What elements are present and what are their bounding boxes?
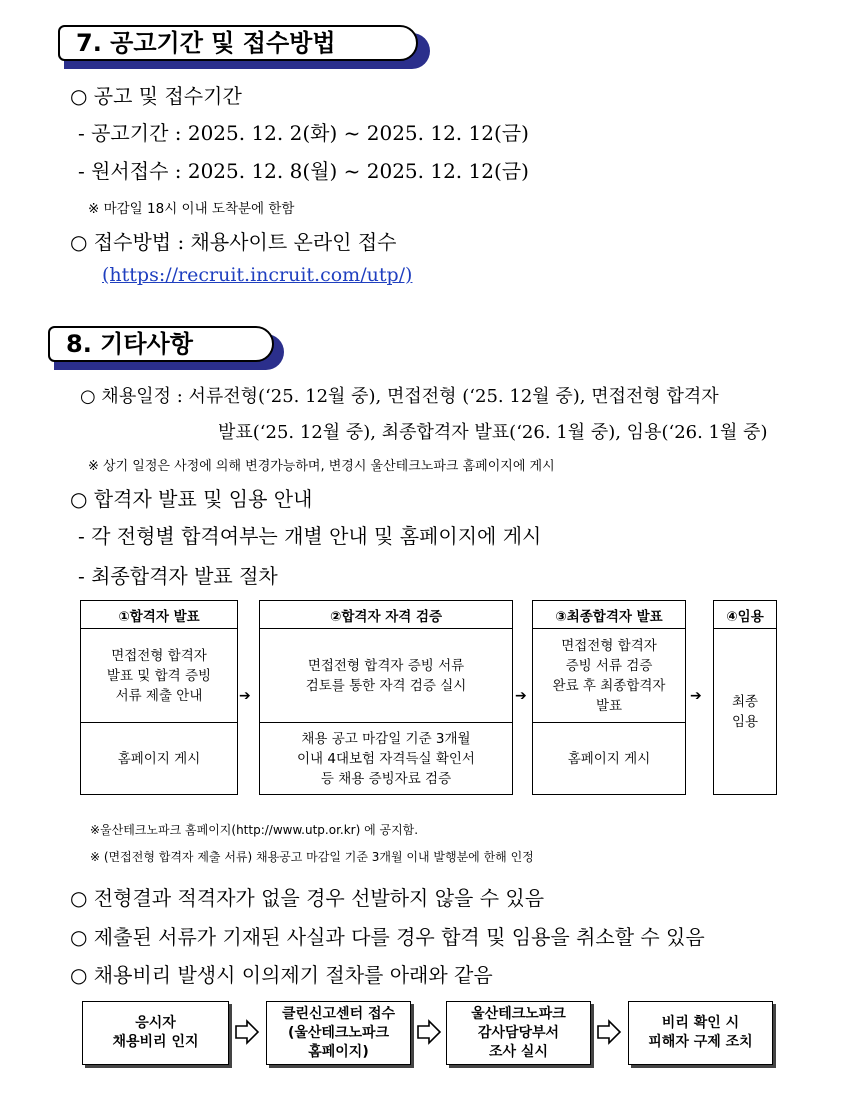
section-7-header (58, 25, 430, 69)
item-cancel: ○ 제출된 서류가 기재된 사실과 다를 경우 합격 및 임용을 취소할 수 있음 (70, 925, 705, 949)
schedule-line-1: ○ 채용일정 : 서류전형(‘25. 12월 중), 면접전형 (‘25. 12월 중), 면접전형 합격자 (80, 386, 719, 407)
process-step-2-bottom: 채용 공고 마감일 기준 3개월 이내 4대보험 자격득실 확인서 등 채용 증빙자료 검증 (297, 730, 475, 787)
schedule-note: ※ 상기 일정은 사정에 의해 변경가능하며, 변경시 울산테크노파크 홈페이지에 게시 (88, 459, 555, 474)
announce-heading: ○ 합격자 발표 및 임용 안내 (70, 487, 313, 511)
process-arrow-icon: ➔ (515, 688, 527, 704)
appeal-step-4: 비리 확인 시 피해자 구제 조치 (628, 1001, 773, 1065)
process-step-2-top: 면접전형 합격자 증빙 서류 검토를 통한 자격 검증 실시 (305, 658, 467, 694)
section-7-title: 7. 공고기간 및 접수방법 (58, 25, 418, 61)
process-step-3 (532, 600, 686, 795)
item-appeal: ○ 채용비리 발생시 이의제기 절차를 아래와 같음 (70, 963, 493, 987)
appeal-step-3: 울산테크노파크 감사담당부서 조사 실시 (446, 1001, 591, 1065)
process-step-1-bottom: 홈페이지 게시 (117, 750, 201, 767)
item-no-select: ○ 전형결과 적격자가 없을 경우 선발하지 않을 수 있음 (70, 886, 545, 910)
application-period: - 원서접수 : 2025. 12. 8(월) ~ 2025. 12. 12(금) (78, 159, 529, 183)
notice-period: - 공고기간 : 2025. 12. 2(화) ~ 2025. 12. 12(금) (78, 121, 529, 145)
appeal-step-1: 응시자 채용비리 인지 (82, 1001, 229, 1065)
period-heading: ○ 공고 및 접수기간 (70, 84, 242, 108)
process-step-3-head: ③최종합격자 발표 (533, 601, 685, 629)
flow-arrow-icon (234, 1019, 260, 1045)
process-arrow-icon: ➔ (239, 688, 251, 704)
flow-arrow-icon (596, 1019, 622, 1045)
section-8-title: 8. 기타사항 (48, 326, 274, 362)
flow-arrow-icon (416, 1019, 442, 1045)
process-note-1: ※울산테크노파크 홈페이지(http://www.utp.or.kr) 에 공지함. (90, 823, 419, 837)
process-step-4-head: ④임용 (714, 601, 776, 629)
process-step-4-body: 최종 임용 (731, 694, 759, 730)
deadline-note: ※ 마감일 18시 이내 도착분에 한함 (88, 201, 295, 217)
appeal-step-2: 클린신고센터 접수 (울산테크노파크 홈페이지) (266, 1001, 411, 1065)
application-method: ○ 접수방법 : 채용사이트 온라인 접수 (70, 230, 397, 254)
process-arrow-icon: ➔ (690, 688, 702, 704)
process-step-1 (80, 600, 238, 795)
process-step-4 (713, 600, 777, 795)
process-step-2-head: ②합격자 자격 검증 (260, 601, 512, 629)
announce-item-2: - 최종합격자 발표 절차 (78, 564, 278, 588)
announce-item-1: - 각 전형별 합격여부는 개별 안내 및 홈페이지에 게시 (78, 524, 542, 548)
process-step-1-head: ①합격자 발표 (81, 601, 237, 629)
schedule-line-2: 발표(‘25. 12월 중), 최종합격자 발표(‘26. 1월 중), 임용(‘26. 1월 중) (218, 422, 768, 443)
process-step-2 (259, 600, 513, 795)
recruit-url-link[interactable]: (https://recruit.incruit.com/utp/) (102, 264, 413, 286)
process-step-3-bottom: 홈페이지 게시 (567, 750, 651, 767)
process-note-2: ※ (면접전형 합격자 제출 서류) 채용공고 마감일 기준 3개월 이내 발행분에 한해 인정 (90, 850, 534, 864)
process-step-1-top: 면접전형 합격자 발표 및 합격 증빙 서류 제출 안내 (106, 648, 212, 704)
section-8-header (48, 326, 284, 370)
process-step-3-top: 면접전형 합격자 증빙 서류 검증 완료 후 최종합격자 발표 (552, 638, 666, 714)
